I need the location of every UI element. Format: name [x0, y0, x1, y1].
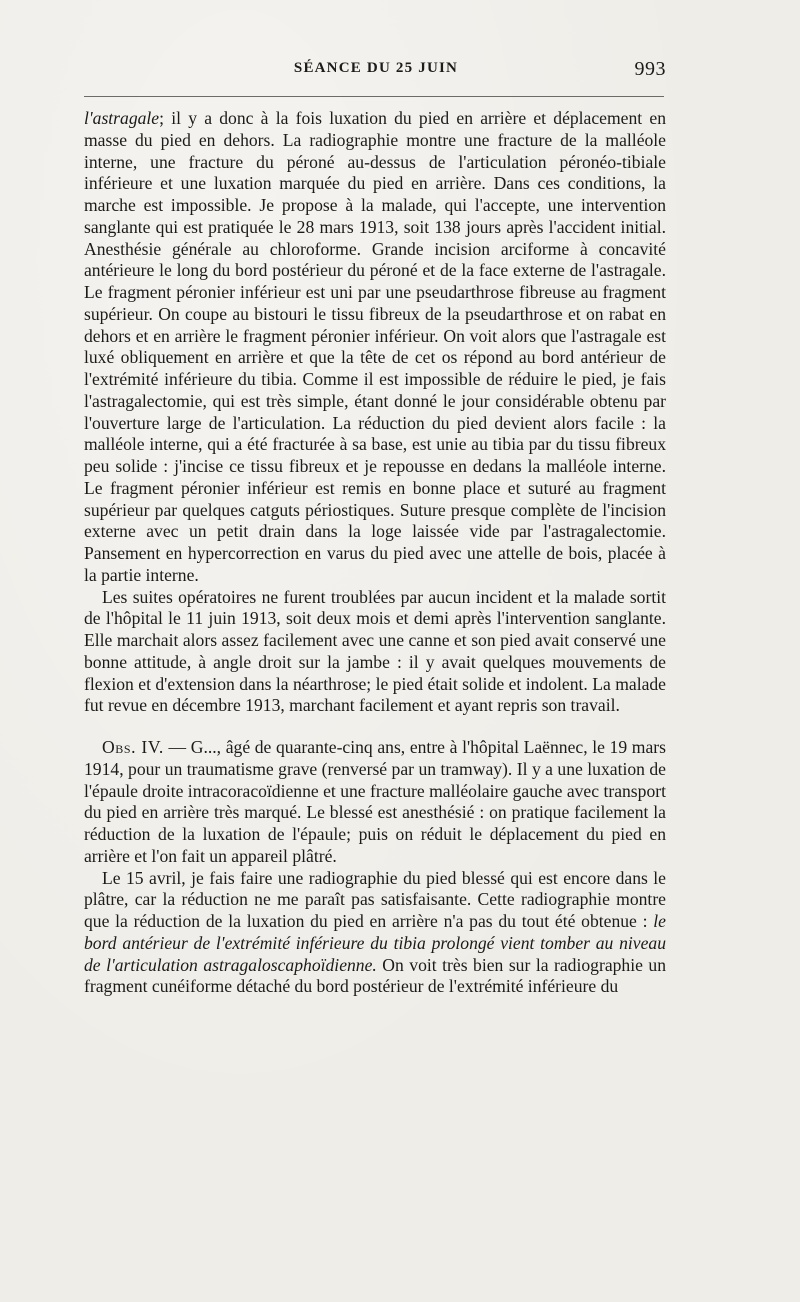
paragraph-followup: Les suites opératoires ne furent troublées par aucun incident et la malade sortit de l'hôpital le 11 juin 1913, soit deux mois et demi après l'intervention sanglante. Elle marchait alors assez facilement avec une canne et son pied avait conservé une bonne attitude, à angle droit sur la jambe : il y avait quelques mouvements de flexion et d'extension dans la néarthrose; le pied était solide et indolent. La malade fut revue en décembre 1913, marchant facilement et ayant repris son travail. — [84, 586, 666, 716]
italic-term: l'astragale — [84, 108, 160, 128]
observation-text: — G..., âgé de quarante-cinq ans, entre à l'hôpital Laënnec, le 19 mars 1914, pour un traumatisme grave (renversé par un tramway). Il y a une luxation de l'épaule droite intracoracoïdienne et une fracture malléolaire gauche avec transport du pied en arrière très marqué. Le blessé est anesthésié : on pratique facilement la réduction de la luxation de l'épaule; puis on réduit le déplacement du pied en arrière et l'on fait un appareil plâtré. — [84, 737, 666, 866]
paragraph-text: ; il y a donc à la fois luxation du pied en arrière et déplacement en masse du pied en dehors. La radiographie montre une fracture de la malléole interne, une fracture du péroné au-dessus de l'articulation péronéo-tibiale inférieure et une luxation marquée du pied en arrière. Dans ces conditions, la marche est impossible. Je propose à la malade, qui l'accepte, une intervention sanglante qui est pratiquée le 28 mars 1913, soit 138 jours après l'accident initial. Anesthésie générale au chloroforme. Grande incision arciforme à concavité antérieure le long du bord postérieur du péroné et de la face externe de l'astragale. Le fragment péronier inférieur est uni par une pseudarthrose fibreuse au fragment supérieur. On coupe au bistouri le tissu fibreux de la pseudarthrose et on rabat en dehors et en arrière le fragment péronier inférieur. On voit alors que l'astragale est luxé obliquement en arrière et que la tête de cet os répond au bord antérieur de l'extrémité inférieure du tibia. Comme il est impossible de réduire le pied, je fais l'astragalectomie, qui est très simple, étant donné le jour considérable obtenu par l'ouverture large de l'articulation. La réduction du pied devient alors facile : la malléole interne, qui a été fracturée à sa base, est unie au tibia par du tissu fibreux peu solide : j'incise ce tissu fibreux et je repousse en dedans la malléole interne. Le fragment péronier inférieur est remis en bonne place et suturé au fragment supérieur par quelques catguts périostiques. Suture presque complète de l'incision externe avec un petit drain dans la loge laissée vide par l'astragalectomie. Pansement en hypercorrection en varus du pied avec une attelle de bois, placée à la partie interne. — [84, 108, 666, 585]
running-head — [84, 58, 668, 82]
italic-finding: le bord antérieur de l'extrémité inférieure du tibia prolongé vient tomber au niveau de l'articulation astragaloscaphoïdienne. — [84, 911, 666, 975]
paragraph-radiography — [84, 868, 666, 999]
observation-iv — [84, 737, 666, 868]
body-text — [84, 108, 666, 998]
page-number: 993 — [634, 58, 666, 80]
header-rule — [84, 96, 664, 97]
observation-label: Obs. IV. — [102, 737, 164, 757]
paragraph-continued — [84, 108, 666, 587]
running-title: SÉANCE DU 25 JUIN — [293, 60, 459, 76]
paragraph-text-before: Le 15 avril, je fais faire une radiographie du pied blessé qui est encore dans le plâtre, car la réduction ne me paraît pas satisfaisante. Cette radiographie montre que la réduction de la luxation du pied en arrière n'a pas du tout été obtenue : — [84, 867, 666, 931]
paragraph-text-after: On voit très bien sur la radiographie un fragment cunéiforme détaché du bord postérieur de l'extrémité inférieure du — [84, 954, 667, 997]
